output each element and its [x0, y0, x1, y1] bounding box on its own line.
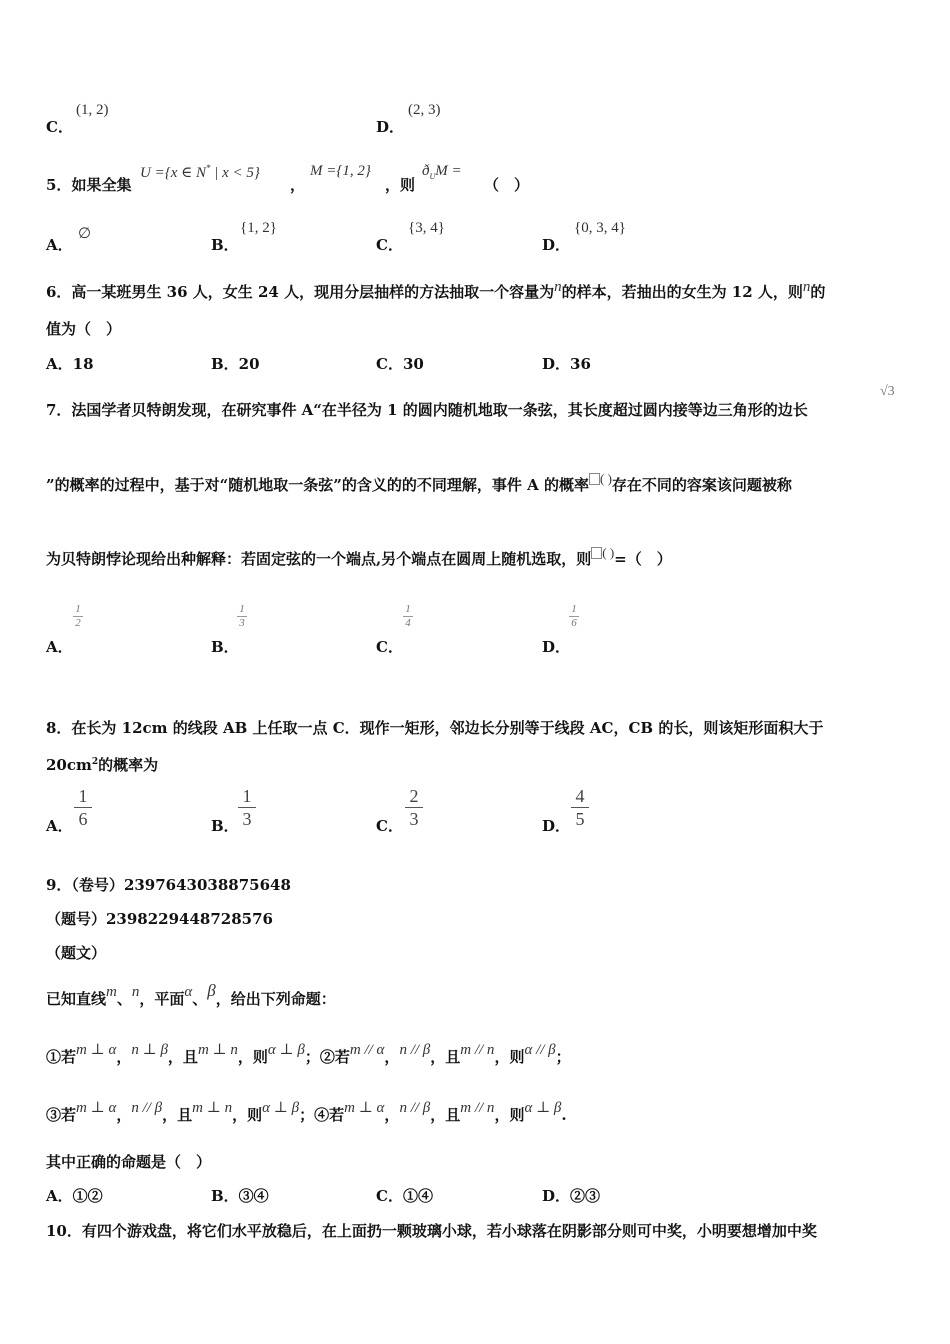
q5-set-m: M ={1, 2} — [310, 163, 371, 179]
q8-option-a-fraction: 1 6 — [74, 787, 92, 828]
q7-option-c-fraction: 1 4 — [403, 604, 413, 629]
q6-var-n2: n — [802, 279, 811, 295]
q9-question: 其中正确的命题是（ ） — [46, 1153, 212, 1171]
q9-proposition-line2: ③若m ⊥ α，n // β，且m ⊥ n，则α ⊥ β；④若m ⊥ α，n // β，且m // n，则α ⊥ β. — [46, 1100, 567, 1124]
q5-option-b-label: B． — [211, 236, 239, 254]
q7-option-d-label: D． — [542, 638, 571, 656]
q5-number: 5． — [46, 176, 72, 194]
q5-complement: $ð_UM$ = — [422, 163, 462, 181]
q7-sqrt3: √3 — [880, 384, 895, 399]
q5-paren: （ ） — [484, 176, 530, 194]
probability-box-icon — [589, 473, 600, 485]
q8-option-b-label: B． — [211, 817, 239, 835]
q5-universal-set: U ={x ∈ N* | x < 5} — [140, 163, 260, 181]
q6-stem-line2: 值为（ ） — [46, 320, 122, 338]
q4-option-d-label: D． — [376, 118, 405, 136]
q5-comma: ， — [290, 176, 306, 194]
q5-option-b-value: {1, 2} — [240, 220, 277, 236]
q8-option-d-label: D． — [542, 817, 571, 835]
q9-given: 已知直线m、n，平面α、β，给出下列命题： — [46, 981, 336, 1008]
q7-option-a-label: A． — [46, 638, 73, 656]
q5-then: ，则 — [385, 176, 416, 194]
q10-stem-line1: 10．有四个游戏盘，将它们水平放稳后，在上面扔一颗玻璃小球，若小球落在阴影部分则可中奖，小明要想增加中奖 — [46, 1222, 817, 1240]
q9-option-b: B．③④ — [211, 1187, 269, 1205]
q9-question-number: （题号）2398229448728576 — [46, 910, 273, 928]
q6-stem-line1: 6．高一某班男生 36 人，女生 24 人，现用分层抽样的方法抽取一个容量为n的样本，若抽出的女生为 12 人，则n的 — [46, 279, 826, 301]
q5-option-d-label: D． — [542, 236, 571, 254]
q6-option-b: B．20 — [211, 355, 260, 373]
q6-var-n1: n — [554, 279, 562, 295]
q9-option-a: A．①② — [46, 1187, 103, 1205]
q6-option-c: C．30 — [376, 355, 424, 373]
q5-stem — [46, 174, 131, 195]
q4-option-c-value: (1, 2) — [76, 102, 109, 118]
q5-option-c-label: C． — [376, 236, 403, 254]
q7-stem-line2: ”的概率的过程中，基于对“随机地取一条弦”的含义的的不同理解，事件 A 的概率 ( )存在不同的容案该问题被称 — [46, 471, 792, 494]
q8-option-c-fraction: 2 3 — [405, 787, 423, 828]
q8-option-a-label: A． — [46, 817, 73, 835]
q4-option-c-label: C． — [46, 118, 73, 136]
q5-option-c-value: {3, 4} — [408, 220, 445, 236]
q5-option-a-label: A． — [46, 236, 73, 254]
q7-option-a-fraction: 1 2 — [73, 604, 83, 629]
q7-stem-line3: 为贝特朗悖论现给出种解释：若固定弦的一个端点,另个端点在圆周上随机选取，则 ( )=（ ） — [46, 545, 672, 568]
q7-option-d-fraction: 1 6 — [569, 604, 579, 629]
q8-option-b-fraction: 1 3 — [238, 787, 256, 828]
q6-option-a: A．18 — [46, 355, 94, 373]
q9-volume-number: 9．（卷号）2397643038875648 — [46, 876, 291, 894]
q7-option-b-fraction: 1 3 — [237, 604, 247, 629]
q4-option-d-value: (2, 3) — [408, 102, 441, 118]
q6-option-d: D．36 — [542, 355, 591, 373]
probability-box-icon — [591, 547, 602, 559]
q7-stem-line1: 7．法国学者贝特朗发现，在研究事件 A“在半径为 1 的圆内随机地取一条弦，其长度超过圆内接等边三角形的边长 — [46, 401, 808, 419]
q5-text: 如果全集 — [71, 176, 132, 194]
q9-proposition-line1: ①若m ⊥ α，n ⊥ β，且m ⊥ n，则α ⊥ β；②若m // α，n // β，且m // n，则α // β； — [46, 1042, 571, 1066]
q9-option-c: C．①④ — [376, 1187, 433, 1205]
q7-option-c-label: C． — [376, 638, 403, 656]
q7-option-b-label: B． — [211, 638, 239, 656]
q8-option-c-label: C． — [376, 817, 403, 835]
q8-stem-line1: 8．在长为 12cm 的线段 AB 上任取一点 C．现作一矩形，邻边长分别等于线段 AC，CB 的长，则该矩形面积大于 — [46, 719, 824, 737]
q9-option-d: D．②③ — [542, 1187, 601, 1205]
q5-option-a-value: ∅ — [78, 226, 92, 242]
q8-stem-line2: $20cm^2$的概率为 — [46, 756, 159, 774]
q8-option-d-fraction: 4 5 — [571, 787, 589, 828]
q5-option-d-value: {0, 3, 4} — [574, 220, 626, 236]
q9-question-text-label: （题文） — [46, 944, 107, 962]
